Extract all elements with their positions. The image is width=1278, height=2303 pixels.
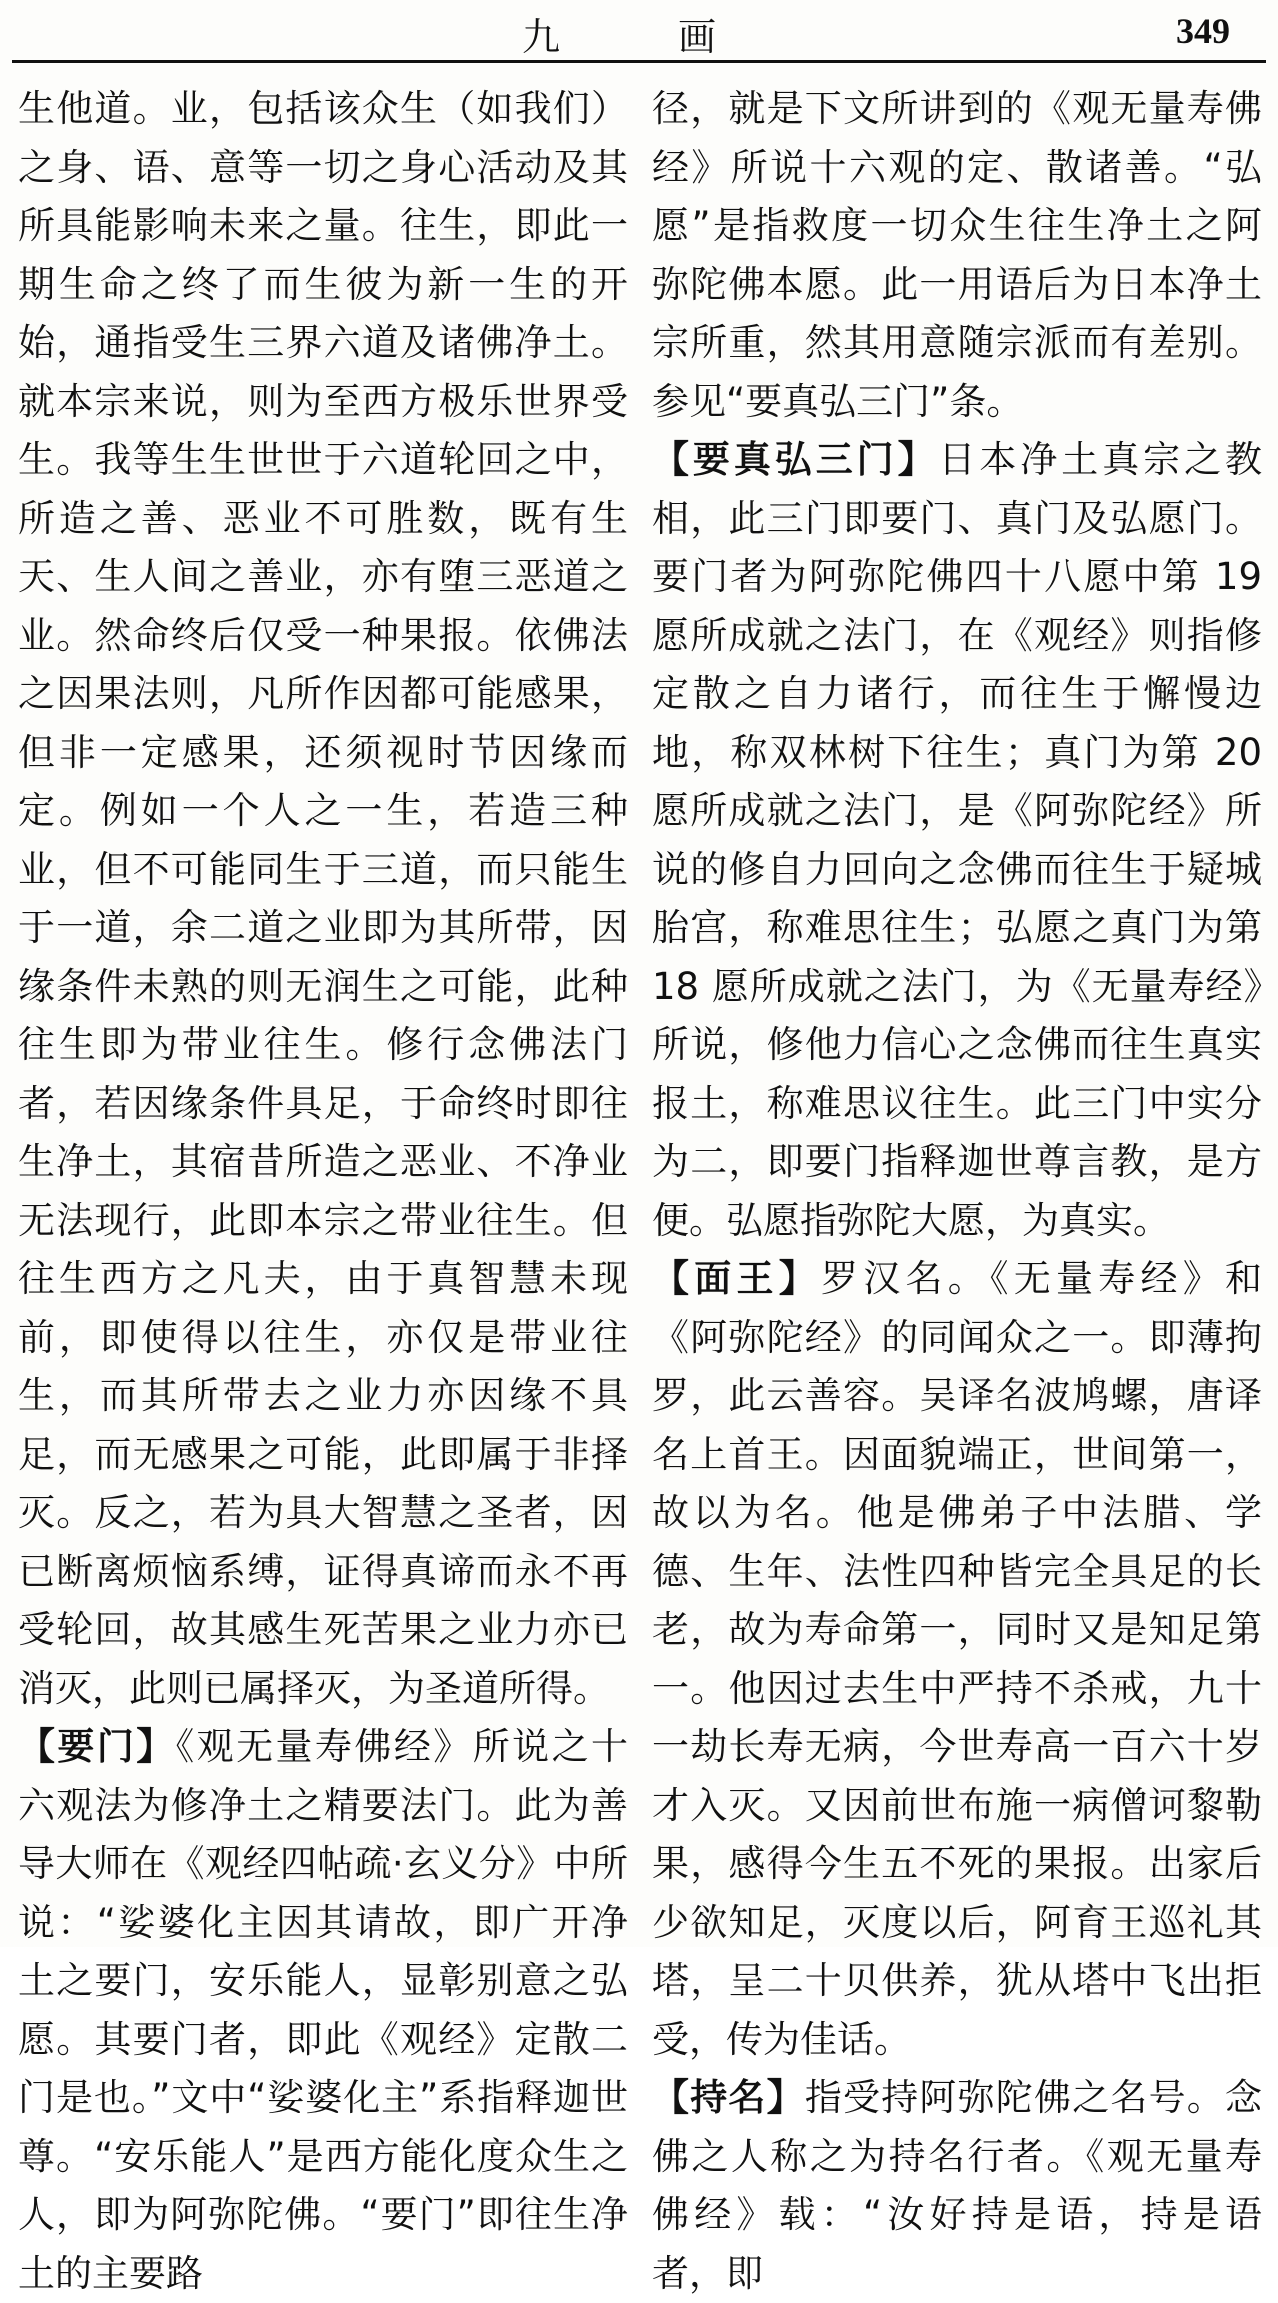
- entry-body: 径，就是下文所讲到的《观无量寿佛经》所说十六观的定、散诸善。“弘愿”是指救度一切众生往生净土之阿弥陀佛本愿。此一用语后为日本净土宗所重，然其用意随宗派而有差别。参见“要真弘三门”条。: [652, 87, 1262, 423]
- entry-continuation: [652, 80, 1262, 431]
- entry-headword: 【面王】: [652, 1257, 821, 1300]
- entry-body: 指受持阿弥陀佛之名号。念佛之人称之为持名行者。《观无量寿佛经》载：“汝好持是语，持是语者，即: [652, 2076, 1263, 2295]
- entry-mianwang: [652, 1250, 1262, 2069]
- entry-headword: 【持名】: [652, 2076, 805, 2119]
- entry-headword: 【要门】: [18, 1725, 176, 1768]
- left-column: [18, 80, 628, 2303]
- entry-body: 生他道。业，包括该众生（如我们）之身、语、意等一切之身心活动及其所具能影响未来之量。往生，即此一期生命之终了而生彼为新一生的开始，通指受生三界六道及诸佛净土。就本宗来说，则为至西方极乐世界受生。我等生生世世于六道轮回之中，所造之善、恶业不可胜数，既有生天、生人间之善业，亦有堕三恶道之业。然命终后仅受一种果报。依佛法之因果法则，凡所作因都可能感果，但非一定感果，还须视时节因缘而定。例如一个人之一生，若造三种业，但不可能同生于三道，而只能生于一道，余二道之业即为其所带，因缘条件未熟的则无润生之可能，此种往生即为带业往生。修行念佛法门者，若因缘条件具足，于命终时即往生净土，其宿昔所造之恶业、不净业无法现行，此即本宗之带业往生。但往生西方之凡夫，由于真智慧未现前，即使得以往生，亦仅是带业往生，而其所带去之业力亦因缘不具足，而无感果之可能，此即属于非择灭。反之，若为具大智慧之圣者，因已断离烦恼系缚，证得真谛而永不再受轮回，故其感生死苦果之业力亦已消灭，此则已属择灭，为圣道所得。: [18, 87, 628, 1710]
- running-head-section: 九 画: [521, 15, 756, 59]
- entry-headword: 【要真弘三门】: [652, 438, 939, 481]
- header-rule: [12, 60, 1266, 63]
- entry-body: 罗汉名。《无量寿经》和《阿弥陀经》的同闻众之一。即薄拘罗，此云善容。吴译名波鸠螺，唐译名上首王。因面貌端正，世间第一，故以为名。他是佛弟子中法腊、学德、生年、法性四种皆完全具足的长老，故为寿命第一，同时又是知足第一。他因过去生中严持不杀戒，九十一劫长寿无病，今世寿高一百六十岁才入灭。又因前世布施一病僧诃黎勒果，感得今生五不死的果报。出家后少欲知足，灭度以后，阿育王巡礼其塔，呈二十贝供养，犹从塔中飞出拒受，传为佳话。: [652, 1257, 1262, 2061]
- right-column: [652, 80, 1262, 2303]
- entry-yaozhenhongsanmen: [652, 431, 1262, 1250]
- entry-yaomen: [18, 1718, 628, 2303]
- entry-body: 《观无量寿佛经》所说之十六观法为修净土之精要法门。此为善导大师在《观经四帖疏·玄义分》中所说：“娑婆化主因其请故，即广开净土之要门，安乐能人，显彰别意之弘愿。其要门者，即此《观经》定散二门是也。”文中“娑婆化主”系指释迦世尊。“安乐能人”是西方能化度众生之人，即为阿弥陀佛。“要门”即往生净土的主要路: [18, 1725, 629, 2295]
- entry-chiming: [652, 2069, 1262, 2303]
- entry-body: 日本净土真宗之教相，此三门即要门、真门及弘愿门。要门者为阿弥陀佛四十八愿中第 19 愿所成就之法门，在《观经》则指修定散之自力诸行，而往生于懈慢边地，称双林树下往生；真门为第 20 愿所成就之法门，是《阿弥陀经》所说的修自力回向之念佛而往生于疑城胎宫，称难思往生；弘愿之真门为第 18 愿所成就之法门，为《无量寿经》所说，修他力信心之念佛而往生真实报土，称难思议往生。此三门中实分为二，即要门指释迦世尊言教，是方便。弘愿指弥陀大愿，为真实。: [652, 438, 1262, 1242]
- entry-continuation: [18, 80, 628, 1718]
- page-number: 349: [1176, 11, 1230, 51]
